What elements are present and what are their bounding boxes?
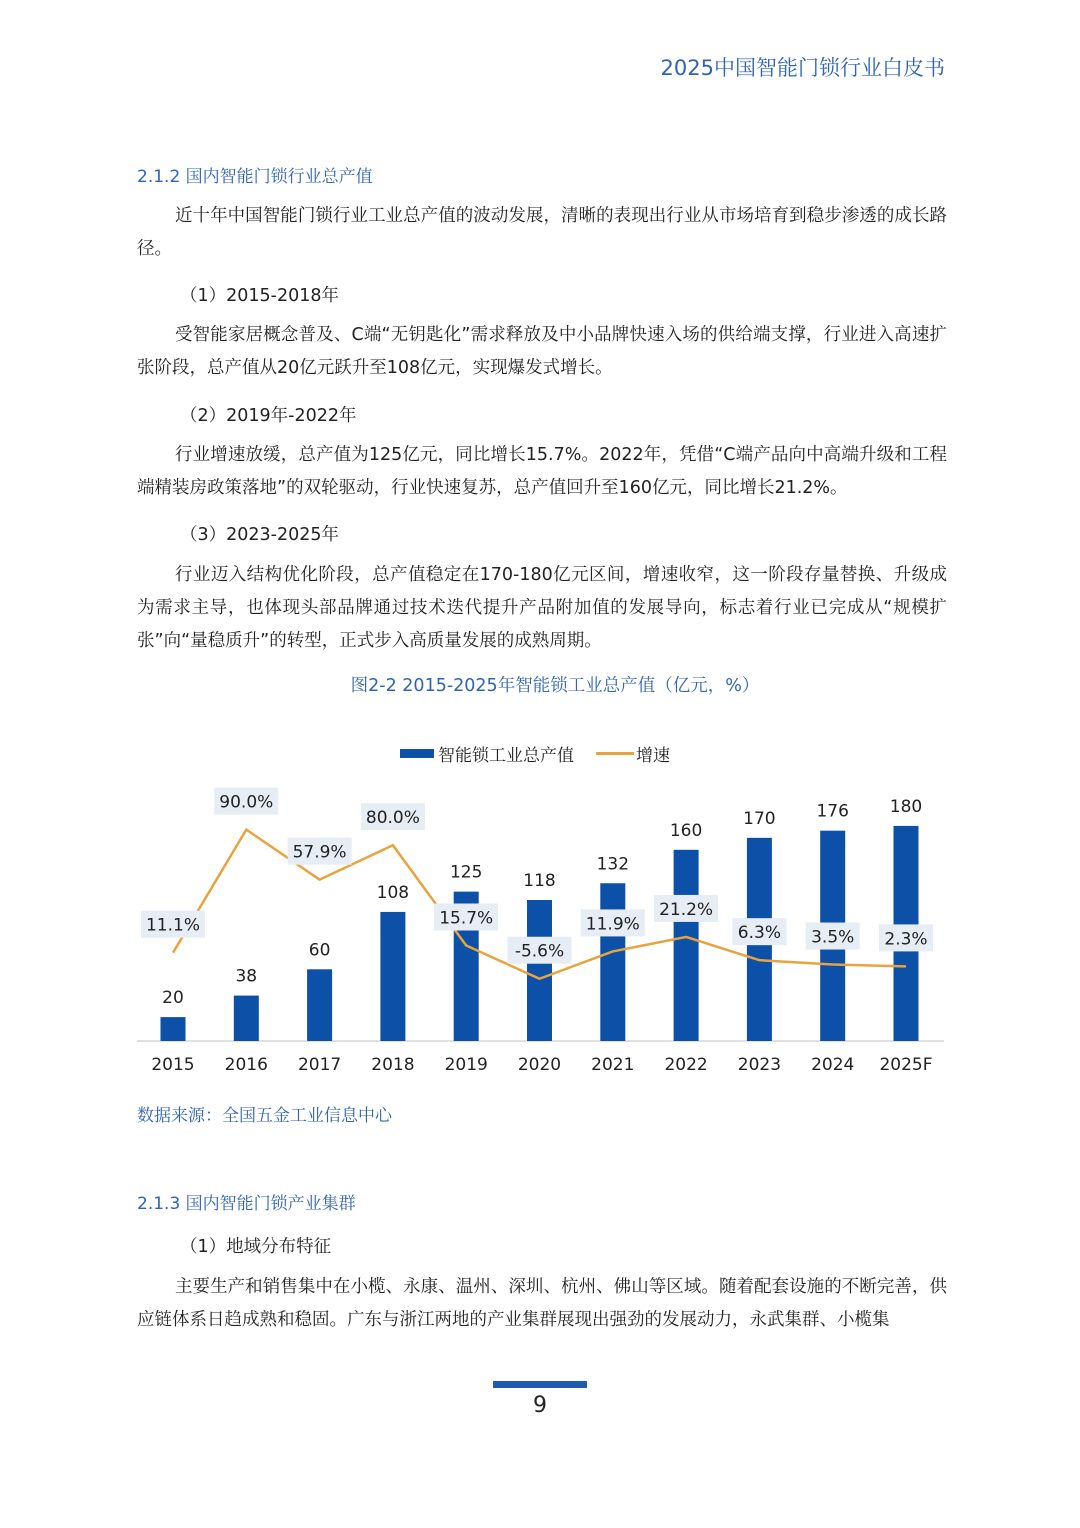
period-heading-3: （3）2023-2025年 [180, 525, 340, 545]
bar-value-label: 180 [889, 796, 923, 817]
bar-2015 [161, 1017, 186, 1041]
x-tick-label: 2019 [444, 1055, 488, 1075]
section-212-intro: 近十年中国智能门锁行业工业总产值的波动发展，清晰的表现出行业从市场培育到稳步渗透的成长路径。 [137, 206, 947, 259]
growth-value-label: 57.9% [292, 842, 347, 863]
bar-value-label: 108 [376, 882, 410, 903]
legend-line-label: 增速 [636, 745, 670, 766]
bar-value-label: 38 [235, 966, 258, 987]
bar-value-label: 160 [669, 820, 703, 841]
period-1-text: 受智能家居概念普及、C端“无钥匙化”需求释放及中小品牌快速入场的供给端支撑，行业进入高速扩张阶段，总产值从20亿元跃升至108亿元，实现爆发式增长。 [137, 325, 947, 378]
growth-value-label: 21.2% [659, 899, 714, 920]
growth-value-label: 3.5% [811, 927, 855, 948]
section-heading-212: 2.1.2 国内智能门锁行业总产值 [137, 167, 373, 187]
page-number: 9 [533, 1393, 547, 1418]
bar-value-label: 125 [449, 862, 483, 883]
section-heading-213: 2.1.3 国内智能门锁产业集群 [137, 1194, 356, 1214]
x-tick-label: 2018 [371, 1055, 415, 1075]
growth-value-label: 2.3% [884, 929, 928, 950]
bar-value-label: 20 [162, 988, 184, 1009]
bar-2020 [527, 900, 552, 1041]
period-heading-1: （1）2015-2018年 [180, 286, 340, 306]
x-tick-label: 2017 [297, 1055, 342, 1075]
bar-2016 [234, 996, 259, 1041]
footer-accent-bar [493, 1381, 587, 1388]
x-tick-label: 2021 [591, 1055, 635, 1075]
x-tick-label: 2016 [224, 1055, 268, 1075]
x-tick-label: 2022 [664, 1055, 708, 1075]
x-tick-label: 2024 [811, 1055, 855, 1075]
bar-2022 [674, 850, 699, 1041]
growth-value-label: 6.3% [737, 923, 782, 944]
x-tick-label: 2020 [517, 1055, 562, 1075]
growth-value-label: 15.7% [439, 908, 494, 929]
period-heading-2: （2）2019年-2022年 [180, 406, 357, 426]
growth-value-label: -5.6% [514, 941, 565, 962]
legend-bar-label: 智能锁工业总产值 [438, 745, 574, 766]
bar-value-label: 60 [308, 940, 331, 961]
growth-value-label: 11.9% [585, 914, 640, 935]
bar-value-label: 118 [523, 870, 556, 891]
cluster-heading-1: （1）地域分布特征 [180, 1237, 332, 1257]
growth-value-label: 11.1% [145, 915, 201, 936]
legend-bar-swatch [400, 749, 434, 758]
output-value-chart [0, 780, 1080, 1090]
x-tick-label: 2023 [737, 1055, 782, 1075]
chart-legend [400, 740, 670, 766]
growth-value-label: 80.0% [365, 808, 420, 829]
cluster-text-1: 主要生产和销售集中在小榄、永康、温州、深圳、杭州、佛山等区域。随着配套设施的不断完善，供应链体系日趋成熟和稳固。广东与浙江两地的产业集群展现出强劲的发展动力，永武集群、小榄集 [137, 1277, 947, 1330]
bar-2017 [307, 969, 332, 1041]
figure-caption: 图2-2 2015-2025年智能锁工业总产值（亿元，%） [350, 676, 760, 696]
bar-value-label: 170 [743, 808, 776, 829]
legend-line-swatch [596, 752, 634, 755]
bar-value-label: 176 [816, 801, 849, 822]
growth-value-label: 90.0% [219, 792, 274, 813]
bar-2021 [600, 883, 625, 1041]
period-2-text: 行业增速放缓，总产值为125亿元，同比增长15.7%。2022年，凭借“C端产品向中高端升级和工程端精装房政策落地”的双轮驱动，行业快速复苏，总产值回升至160亿元，同比增长21.2%。 [137, 445, 947, 498]
bar-2018 [380, 912, 405, 1041]
x-tick-label: 2025F [879, 1055, 933, 1075]
data-source-note: 数据来源：全国五金工业信息中心 [137, 1106, 392, 1126]
document-header-title: 2025中国智能门锁行业白皮书 [660, 56, 945, 80]
bar-value-label: 132 [596, 854, 630, 875]
period-3-text: 行业迈入结构优化阶段，总产值稳定在170-180亿元区间，增速收窄，这一阶段存量替换、升级成为需求主导，也体现头部品牌通过技术迭代提升产品附加值的发展导向，标志着行业已完成从“规模扩张”向“量稳质升”的转型，正式步入高质量发展的成熟周期。 [137, 565, 947, 651]
x-tick-label: 2015 [151, 1055, 195, 1075]
